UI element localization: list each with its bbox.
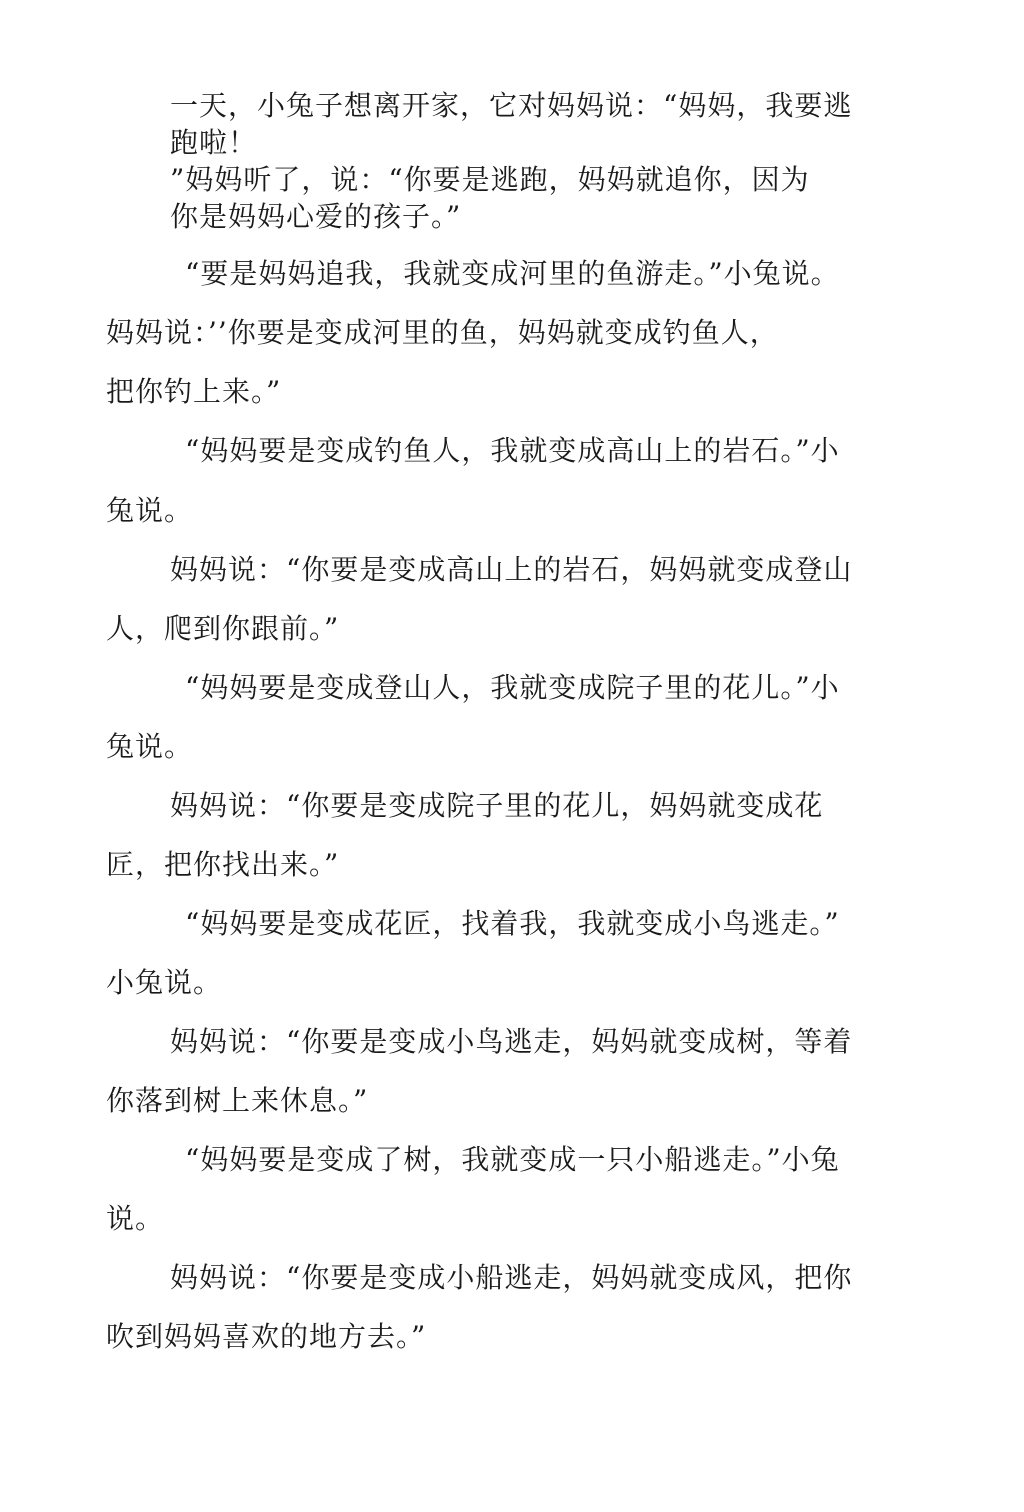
text-line-11: 人，爬到你跟前。” (106, 612, 340, 645)
text-line-6: 妈妈说：’’你要是变成河里的鱼，妈妈就变成钓鱼人， (106, 316, 779, 349)
text-line-23: 吹到妈妈喜欢的地方去。” (106, 1320, 427, 1353)
text-line-7: 把你钓上来。” (106, 375, 282, 408)
text-line-12: “妈妈要是变成登山人，我就变成院子里的花儿。”小 (185, 671, 840, 704)
text-line-16: “妈妈要是变成花匠，找着我，我就变成小鸟逃走。” (185, 907, 840, 940)
text-line-5: “要是妈妈追我，我就变成河里的鱼游走。”小兔说。 (185, 257, 840, 290)
text-line-21: 说。 (106, 1202, 165, 1235)
text-line-3: ”妈妈听了，说：“你要是逃跑，妈妈就追你，因为 (170, 163, 810, 196)
text-line-20: “妈妈要是变成了树，我就变成一只小船逃走。”小兔 (185, 1143, 840, 1176)
text-line-22: 妈妈说：“你要是变成小船逃走，妈妈就变成风，把你 (170, 1261, 853, 1294)
text-line-19: 你落到树上来休息。” (106, 1084, 369, 1117)
text-line-1: 一天，小兔子想离开家，它对妈妈说：“妈妈，我要逃 (170, 89, 853, 122)
text-line-9: 兔说。 (106, 494, 194, 527)
text-line-15: 匠，把你找出来。” (106, 848, 340, 881)
text-line-8: “妈妈要是变成钓鱼人，我就变成高山上的岩石。”小 (185, 434, 840, 467)
text-line-4: 你是妈妈心爱的孩子。” (170, 200, 462, 233)
text-line-18: 妈妈说：“你要是变成小鸟逃走，妈妈就变成树，等着 (170, 1025, 853, 1058)
text-line-13: 兔说。 (106, 730, 194, 763)
text-line-10: 妈妈说：“你要是变成高山上的岩石，妈妈就变成登山 (170, 553, 853, 586)
text-line-2: 跑啦！ (170, 126, 258, 159)
text-line-14: 妈妈说：“你要是变成院子里的花儿，妈妈就变成花 (170, 789, 824, 822)
text-line-17: 小兔说。 (106, 966, 223, 999)
